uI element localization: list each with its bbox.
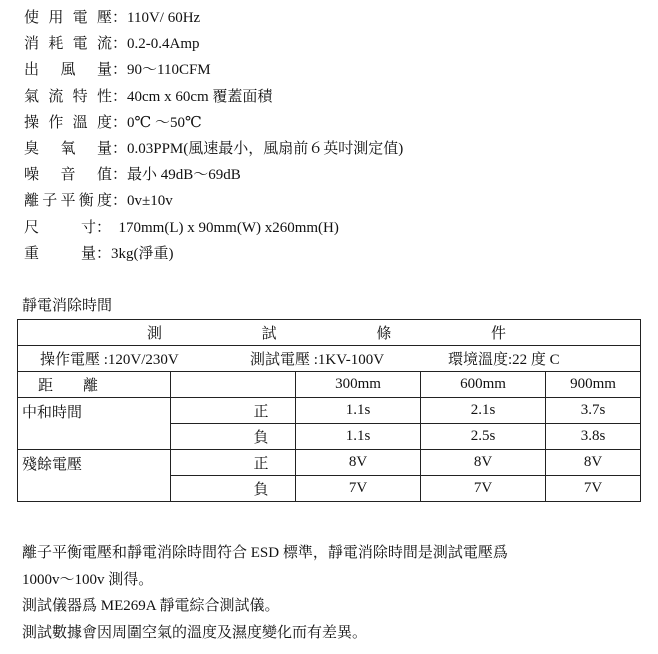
spec-row [24, 164, 403, 190]
spec-row [24, 86, 403, 112]
value-cell: 7V [546, 476, 641, 502]
group-label: 中和時間 [18, 398, 171, 450]
spec-row [24, 190, 403, 216]
spec-label: 離子平衡度 [24, 193, 112, 210]
value-cell: 7V [421, 476, 546, 502]
spec-label: 臭氧量 [24, 140, 112, 157]
spec-label: 氣流特性 [24, 88, 112, 105]
note-line: 測試儀器爲 ME269A 靜電綜合測試儀。 [22, 598, 280, 614]
note-line: 測試數據會因周圍空氣的溫度及濕度變化而有差異。 [22, 624, 368, 641]
value-cell: 8V [546, 450, 641, 476]
spec-value: ：3kg(淨重) [96, 245, 174, 262]
table-header-row [18, 320, 641, 346]
spec-value: ：90～110CFM [112, 62, 211, 79]
polarity: 正 [171, 398, 296, 424]
spec-row [24, 243, 403, 269]
spec-value: ：0℃ ～50℃ [112, 114, 202, 131]
spec-value: ：0.03PPM(風速最小，風扇前６英吋測定值) [112, 140, 404, 157]
distance-label: 距 離 [18, 372, 171, 398]
empty-cell [171, 372, 296, 398]
static-elimination-table [17, 319, 641, 502]
spec-label: 消耗電流 [24, 36, 112, 53]
test-conditions-heading [18, 320, 641, 346]
value-cell: 2.5s [421, 424, 546, 450]
ambient-temperature: 環境溫度:22 度 C [448, 352, 560, 368]
polarity: 負 [171, 424, 296, 450]
spec-row [24, 59, 403, 85]
spec-value: ： 170mm(L) x 90mm(W) x260mm(H) [96, 219, 339, 236]
value-cell: 2.1s [421, 398, 546, 424]
value-cell: 3.8s [546, 424, 641, 450]
heading-char: 件 [490, 326, 506, 342]
spec-value: ：40cm x 60cm 覆蓋面積 [112, 88, 273, 105]
distance-300: 300mm [296, 372, 421, 398]
polarity: 正 [171, 450, 296, 476]
spec-label: 出風量 [24, 62, 112, 79]
distance-900: 900mm [546, 372, 641, 398]
heading-char: 測 [147, 326, 163, 342]
note-line: 1000v～100v 測得。 [22, 571, 154, 588]
notes [22, 540, 508, 646]
spec-label: 尺寸 [24, 219, 96, 236]
value-cell: 8V [296, 450, 421, 476]
test-voltage: 測試電壓 :1KV-100V [250, 352, 385, 368]
value-cell: 1.1s [296, 398, 421, 424]
spec-label: 重量 [24, 245, 96, 262]
distance-row [18, 372, 641, 398]
conditions-row [18, 346, 641, 372]
value-cell: 8V [421, 450, 546, 476]
table-row [18, 398, 641, 424]
spec-row [24, 33, 403, 59]
operating-voltage: 操作電壓 :120V/230V [40, 352, 179, 368]
distance-600: 600mm [421, 372, 546, 398]
spec-value: ：最小 49dB～69dB [112, 167, 241, 184]
spec-label: 噪音值 [24, 167, 112, 184]
spec-label: 操作溫度 [24, 114, 112, 131]
spec-row [24, 217, 403, 243]
spec-value: ：110V/ 60Hz [112, 10, 201, 26]
heading-char: 條 [376, 326, 392, 342]
value-cell: 3.7s [546, 398, 641, 424]
spec-row [24, 7, 403, 33]
heading-char: 試 [261, 326, 277, 342]
spec-list [24, 7, 403, 269]
spec-value: ：0v±10v [112, 193, 173, 210]
section-title: 靜電消除時間 [22, 298, 113, 314]
value-cell: 7V [296, 476, 421, 502]
spec-row [24, 138, 403, 164]
value-cell: 1.1s [296, 424, 421, 450]
group-label: 殘餘電壓 [18, 450, 171, 502]
table-row [18, 450, 641, 476]
spec-value: ：0.2-0.4Amp [112, 36, 200, 53]
conditions-cell [18, 346, 641, 372]
spec-row [24, 112, 403, 138]
spec-label: 使用電壓 [24, 10, 112, 26]
note-line: 離子平衡電壓和靜電消除時間符合 ESD 標準，靜電消除時間是測試電壓爲 [22, 545, 508, 561]
polarity: 負 [171, 476, 296, 502]
